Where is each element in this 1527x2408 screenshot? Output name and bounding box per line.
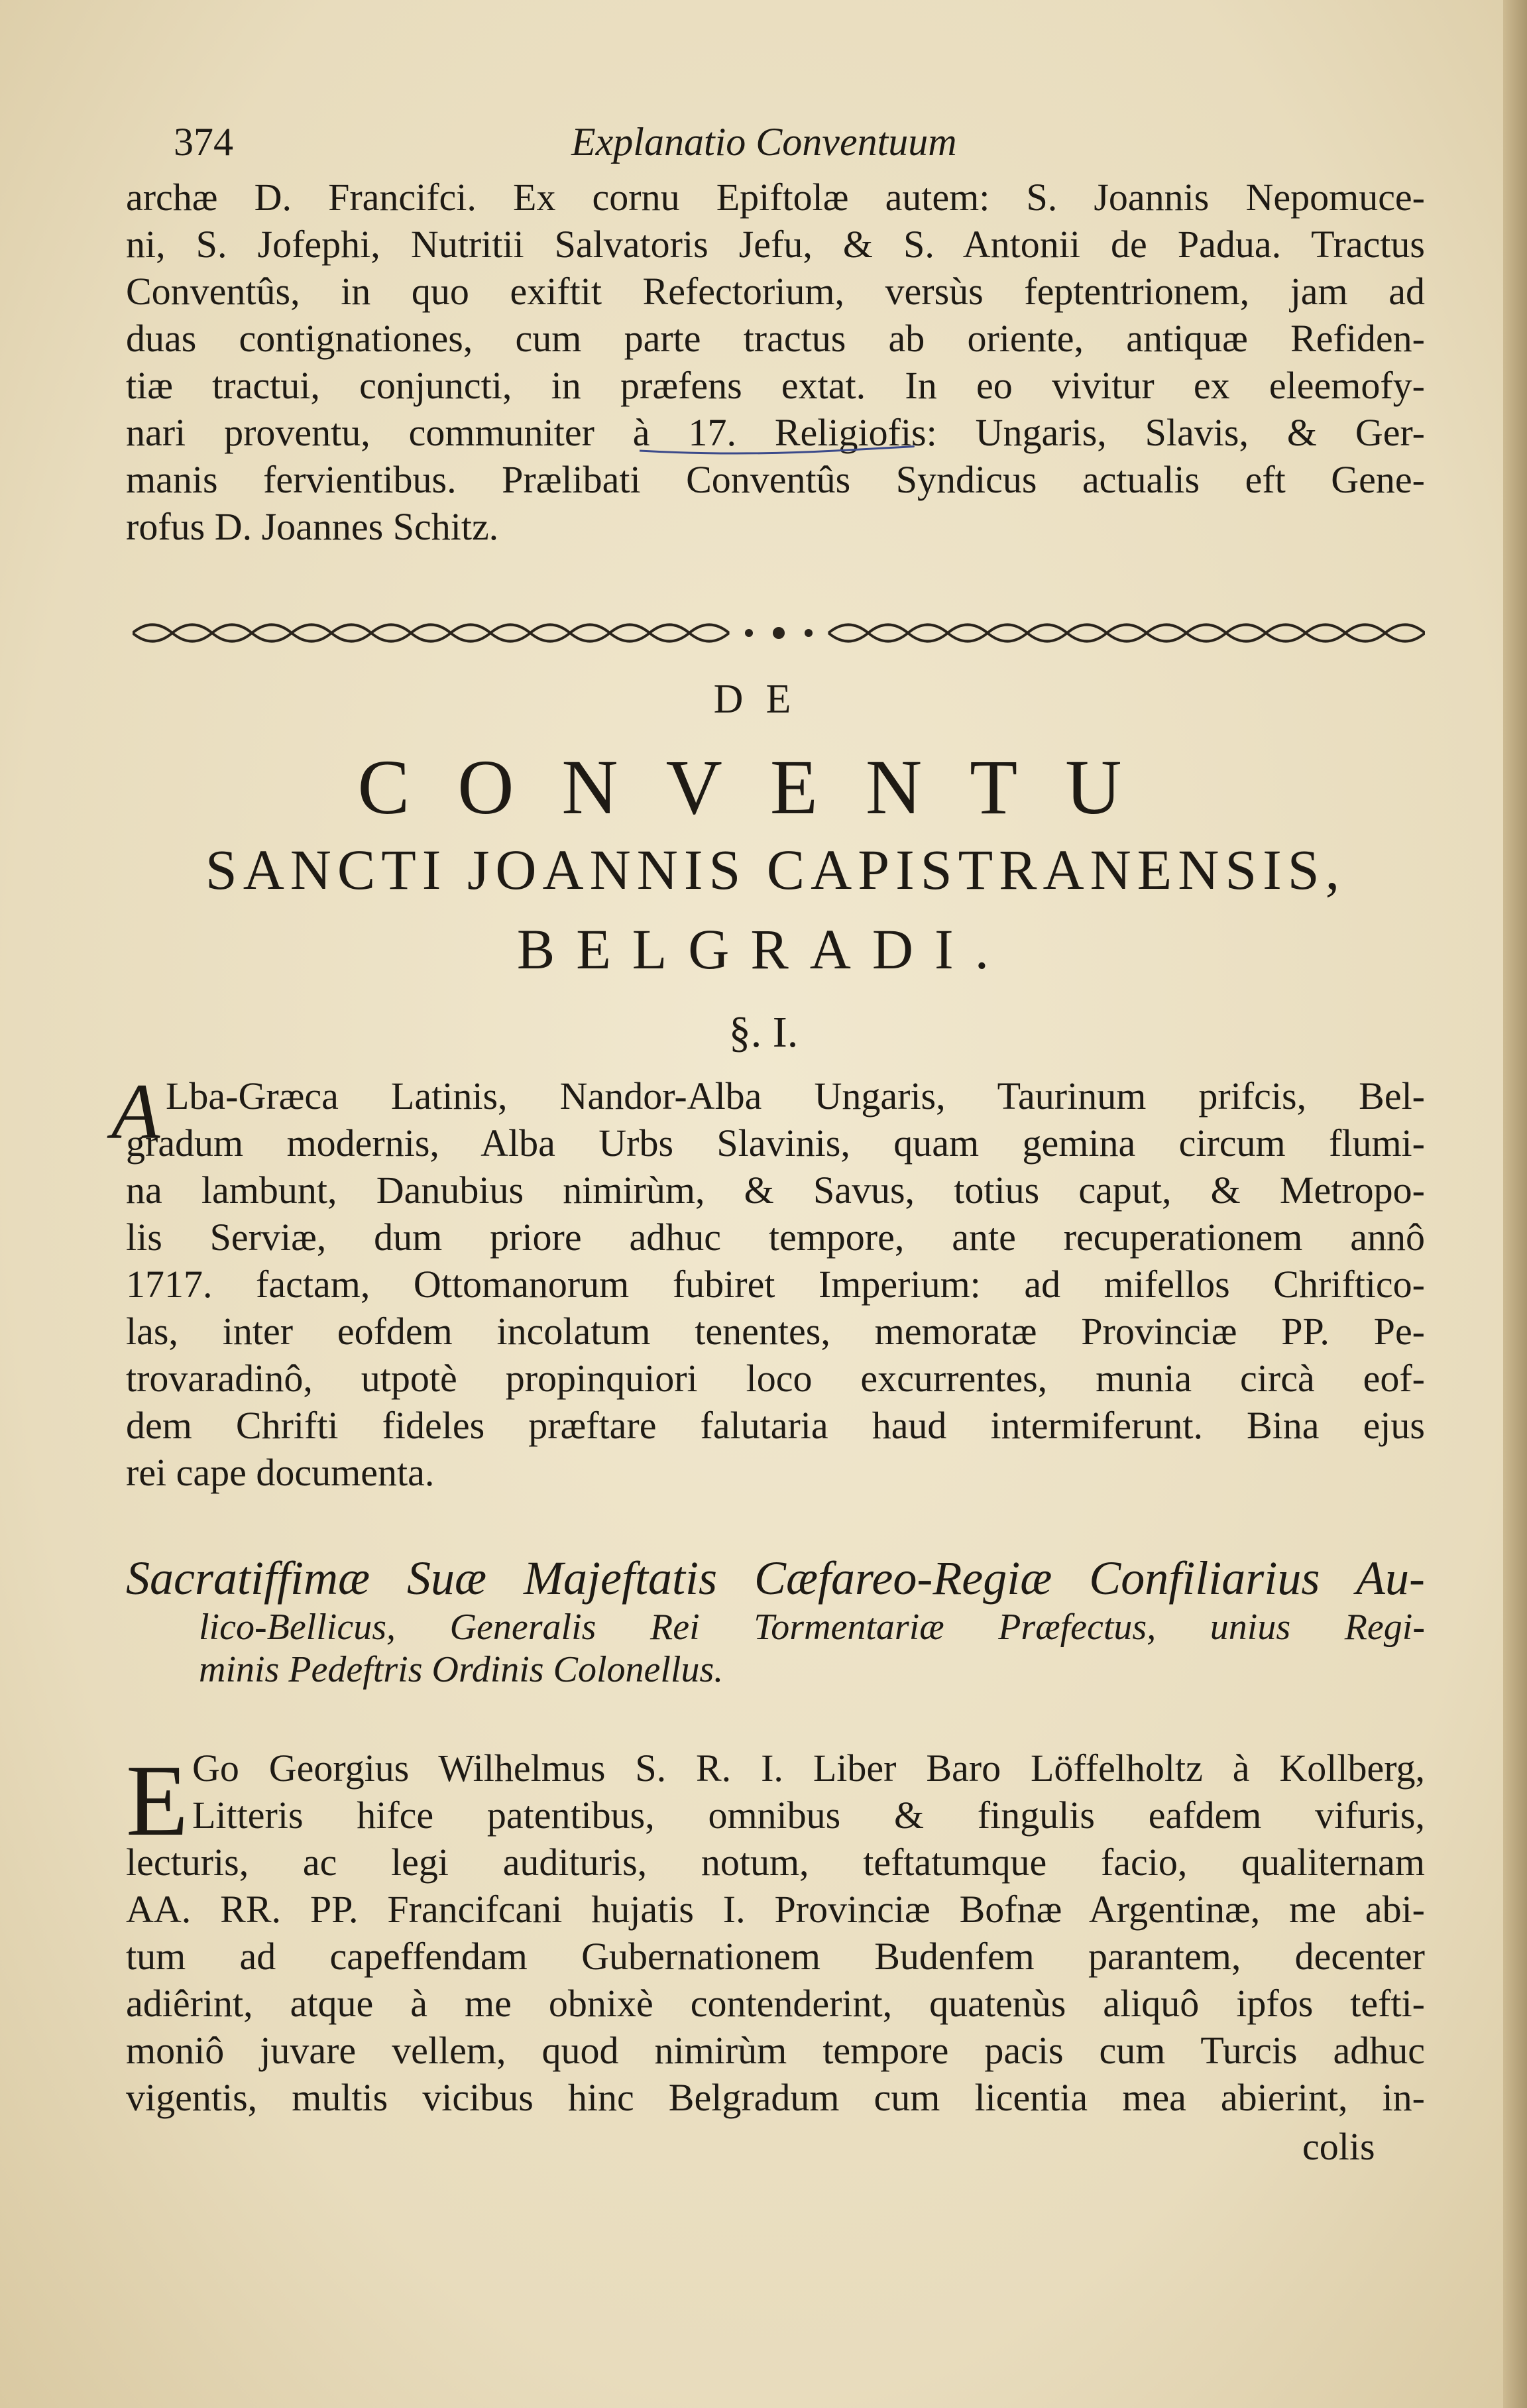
ornament-band-icon [133, 616, 1425, 650]
title-line: lico-Bellicus, Generalis Rei Tormentariæ Præfectus, unius Regi- [199, 1607, 1425, 1648]
text-line: tum ad capeffendam Gubernationem Budenfem parantem, decenter [126, 1935, 1425, 1978]
text-line: trovaradinô, utpotè propinquiori loco excurrentes, munia circà eof- [126, 1357, 1425, 1400]
title-line: Sacratiffimæ Suæ Majeftatis Cæfareo-Regiæ Confiliarius Au- [126, 1552, 1425, 1605]
heading-conventu: CONVENTU [357, 744, 1170, 831]
page-header [174, 119, 1433, 166]
ornament-divider [133, 616, 1425, 650]
page-edge-shadow [1503, 0, 1527, 2408]
drop-capital-a: A [111, 1067, 160, 1155]
ink-underline-mark [636, 424, 915, 464]
heading-sancti: SANCTI JOANNIS CAPISTRANENSIS, [205, 838, 1346, 901]
text-line: rofus D. Joannes Schitz. [126, 505, 499, 548]
text-line: ni, S. Jofephi, Nutritii Salvatoris Jefu, & S. Antonii de Padua. Tractus [126, 223, 1425, 266]
text-line: Go Georgius Wilhelmus S. R. I. Liber Baro Löffelholtz à Kollberg, [192, 1747, 1425, 1790]
running-title: Explanatio Conventuum [571, 120, 957, 164]
drop-capital-e: E [126, 1745, 189, 1857]
text-line: AA. RR. PP. Francifcani hujatis I. Provinciæ Bofnæ Argentinæ, me abi- [126, 1888, 1425, 1931]
text-line: lis Serviæ, dum priore adhuc tempore, ante recuperationem annô [126, 1216, 1425, 1259]
text-line: Conventûs, in quo exiftit Refectorium, versùs feptentrionem, jam ad [126, 270, 1425, 313]
text-line: dem Chrifti fideles præftare falutaria haud intermiferunt. Bina ejus [126, 1404, 1425, 1447]
text-line: las, inter eofdem incolatum tenentes, memoratæ Provinciæ PP. Pe- [126, 1310, 1425, 1353]
page-number: 374 [174, 120, 233, 164]
paragraph-2 [126, 1072, 1425, 1496]
text-line: duas contignationes, cum parte tractus ab oriente, antiquæ Refiden- [126, 317, 1425, 360]
text-line: lecturis, ac legi audituris, notum, teftatumque facio, qualiternam [126, 1841, 1425, 1884]
paragraph-1 [126, 174, 1425, 550]
heading-belgradi: BELGRADI. [516, 917, 1011, 981]
text-line: gradum modernis, Alba Urbs Slavinis, quam gemina circum flumi- [126, 1121, 1425, 1165]
section-mark: §. I. [728, 1008, 799, 1057]
heading-de: DE [713, 677, 814, 722]
text-line: tiæ tractui, conjuncti, in præfens extat. In eo vivitur ex eleemofy- [126, 364, 1425, 407]
official-title [126, 1551, 1425, 1691]
text-line: 1717. factam, Ottomanorum fubiret Imperium: ad mifellos Chriftico- [126, 1263, 1425, 1306]
title-line: minis Pedeftris Ordinis Colonellus. [199, 1649, 724, 1690]
text-line: na lambunt, Danubius nimirùm, & Savus, totius caput, & Metropo- [126, 1169, 1425, 1212]
text-line: Litteris hifce patentibus, omnibus & fingulis eafdem vifuris, [192, 1794, 1425, 1837]
text-line: rei cape documenta. [126, 1451, 435, 1494]
paragraph-3 [126, 1745, 1425, 2121]
text-line: archæ D. Francifci. Ex cornu Epiftolæ autem: S. Joannis Nepomuce- [126, 176, 1425, 219]
text-line: Lba-Græca Latinis, Nandor-Alba Ungaris, Taurinum prifcis, Bel- [166, 1074, 1425, 1118]
catchword: colis [1302, 2125, 1375, 2168]
text-line: moniô juvare vellem, quod nimirùm tempore pacis cum Turcis adhuc [126, 2029, 1425, 2072]
text-line: adiêrint, atque à me obnixè contenderint, quatenùs aliquô ipfos tefti- [126, 1982, 1425, 2025]
text-line: nari proventu, communiter à 17. Religiofis: Ungaris, Slavis, & Ger- [126, 411, 1425, 454]
text-line: manis fervientibus. Prælibati Conventûs Syndicus actualis eft Gene- [126, 458, 1425, 501]
text-line: vigentis, multis vicibus hinc Belgradum cum licentia mea abierint, in- [126, 2076, 1425, 2119]
